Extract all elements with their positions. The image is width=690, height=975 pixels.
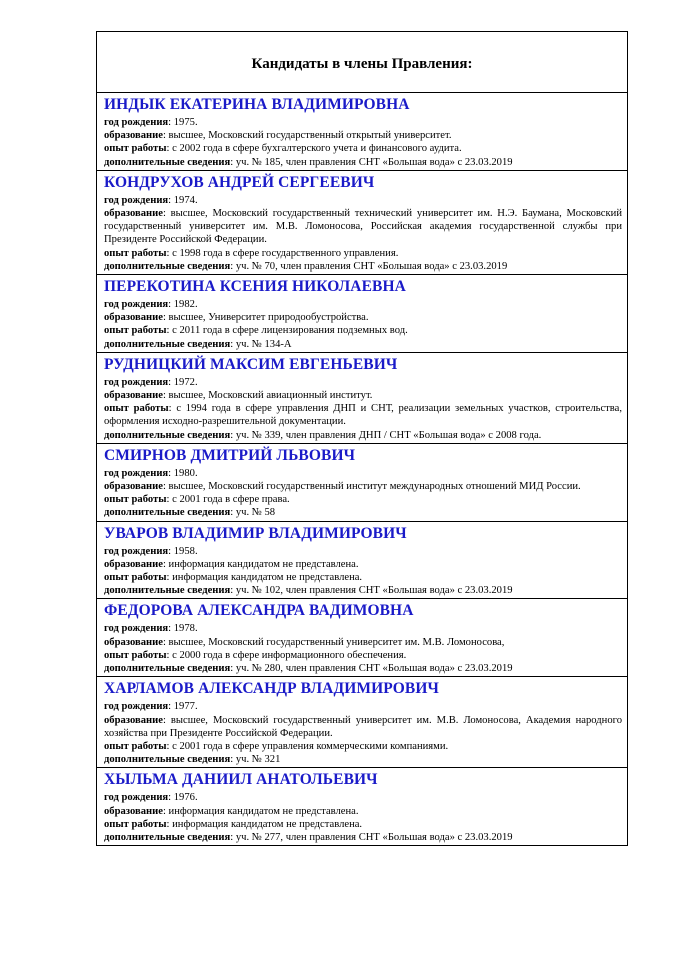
birth-year-label: год рождения [104, 701, 169, 713]
birth-year-value: 1976. [173, 792, 198, 804]
experience-label: опыт работы [104, 403, 169, 415]
candidate-extra-info: дополнительные сведения: уч. № 134-А [104, 338, 292, 350]
candidate-extra-info: дополнительные сведения: уч. № 185, член правления СНТ «Большая вода» с 23.03.2019 [104, 156, 513, 168]
candidate-experience: опыт работы: информация кандидатом не представлена. [104, 818, 363, 830]
candidate-name: УВАРОВ ВЛАДИМИР ВЛАДИМИРОВИЧ [104, 524, 407, 542]
candidate-education: образование: высшее, Университет природообустройства. [104, 312, 369, 324]
candidate-name: ФЕДОРОВА АЛЕКСАНДРА ВАДИМОВНА [104, 602, 414, 620]
extra-info-value: уч. № 58 [235, 507, 276, 519]
candidate-birth-year: год рождения: 1958. [104, 545, 198, 557]
extra-info-value: уч. № 280, член правления СНТ «Большая вода» с 23.03.2019 [235, 663, 513, 675]
birth-year-value: 1974. [173, 194, 198, 206]
extra-info-label: дополнительные сведения [104, 754, 231, 766]
birth-year-value: 1982. [173, 299, 198, 311]
candidate-education: образование: высшее, Московский государственный открытый университет. [104, 130, 452, 142]
extra-info-value: уч. № 277, член правления СНТ «Большая вода» с 23.03.2019 [235, 831, 513, 843]
candidate-entry [97, 677, 627, 768]
extra-info-value: уч. № 185, член правления СНТ «Большая вода» с 23.03.2019 [235, 156, 513, 168]
education-value: информация кандидатом не представлена. [168, 558, 359, 570]
candidate-education: образование: высшее, Московский государственный технический университет им. Н.Э. Баумана, Московский государственный университет им. М.В. Ломоносова, Российская академия государственной службы при Президенте Российской Федерации. [104, 208, 622, 246]
candidate-extra-info: дополнительные сведения: уч. № 321 [104, 754, 281, 766]
extra-info-label: дополнительные сведения [104, 831, 231, 843]
education-label: образование [104, 130, 163, 142]
extra-info-label: дополнительные сведения [104, 429, 231, 441]
education-label: образование [104, 208, 163, 220]
experience-value: с 2000 года в сфере информационного обеспечения. [172, 649, 407, 661]
candidate-birth-year: год рождения: 1980. [104, 467, 198, 479]
candidate-experience: опыт работы: с 2002 года в сфере бухгалтерского учета и финансового аудита. [104, 143, 462, 155]
extra-info-label: дополнительные сведения [104, 663, 231, 675]
table-header [97, 32, 627, 93]
candidate-extra-info: дополнительные сведения: уч. № 70, член правления СНТ «Большая вода» с 23.03.2019 [104, 260, 508, 272]
birth-year-value: 1980. [173, 467, 198, 479]
extra-info-label: дополнительные сведения [104, 156, 231, 168]
education-label: образование [104, 481, 163, 493]
extra-info-value: уч. № 134-А [235, 338, 292, 350]
candidate-experience: опыт работы: с 1998 года в сфере государственного управления. [104, 247, 399, 259]
birth-year-label: год рождения [104, 376, 169, 388]
candidate-experience: опыт работы: с 2001 года в сфере управления коммерческими компаниями. [104, 740, 449, 752]
education-value: высшее, Московский государственный институт международных отношений МИД России. [168, 481, 581, 493]
candidate-extra-info: дополнительные сведения: уч. № 280, член правления СНТ «Большая вода» с 23.03.2019 [104, 663, 513, 675]
candidate-entry [97, 353, 627, 444]
candidate-birth-year: год рождения: 1977. [104, 701, 198, 713]
candidate-birth-year: год рождения: 1975. [104, 117, 198, 128]
candidates-table [96, 31, 628, 846]
page-title: Кандидаты в члены Правления: [251, 55, 473, 72]
birth-year-label: год рождения [104, 117, 169, 128]
experience-value: с 2001 года в сфере права. [172, 494, 290, 506]
birth-year-label: год рождения [104, 467, 169, 479]
birth-year-value: 1972. [173, 376, 198, 388]
candidate-education: образование: информация кандидатом не представлена. [104, 558, 359, 570]
candidate-extra-info: дополнительные сведения: уч. № 277, член правления СНТ «Большая вода» с 23.03.2019 [104, 831, 513, 843]
education-value: высшее, Московский государственный университет им. М.В. Ломоносова, Академия народного хозяйства при Президенте Российской Федерации. [104, 714, 622, 739]
candidate-education: образование: высшее, Московский государственный университет им. М.В. Ломоносова, [104, 636, 505, 648]
candidate-education: образование: высшее, Московский государственный институт международных отношений МИД России. [104, 481, 581, 493]
candidate-experience: опыт работы: с 2011 года в сфере лицензирования подземных вод. [104, 325, 408, 337]
experience-label: опыт работы [104, 494, 167, 506]
experience-value: с 2001 года в сфере управления коммерческими компаниями. [172, 740, 449, 752]
candidate-experience: опыт работы: с 1994 года в сфере управления ДНП и СНТ, реализации земельных участков, строительства, оформления исходно-разрешительной документации. [104, 403, 622, 428]
candidate-name: РУДНИЦКИЙ МАКСИМ ЕВГЕНЬЕВИЧ [104, 355, 398, 373]
experience-label: опыт работы [104, 649, 167, 661]
birth-year-label: год рождения [104, 792, 169, 804]
candidate-name: ХЫЛЬМА ДАНИИЛ АНАТОЛЬЕВИЧ [104, 771, 378, 789]
education-label: образование [104, 805, 163, 817]
birth-year-label: год рождения [104, 299, 169, 311]
candidate-entry [97, 522, 627, 600]
candidate-name: ИНДЫК ЕКАТЕРИНА ВЛАДИМИРОВНА [104, 96, 410, 113]
experience-value: информация кандидатом не представлена. [172, 572, 363, 584]
candidate-entry [97, 93, 627, 171]
education-value: высшее, Московский авиационный институт. [168, 390, 373, 402]
extra-info-value: уч. № 339, член правления ДНП / СНТ «Большая вода» с 2008 года. [235, 429, 542, 441]
experience-label: опыт работы [104, 818, 167, 830]
extra-info-label: дополнительные сведения [104, 338, 231, 350]
candidate-name: ХАРЛАМОВ АЛЕКСАНДР ВЛАДИМИРОВИЧ [104, 680, 439, 698]
candidate-entry [97, 275, 627, 353]
experience-value: с 2011 года в сфере лицензирования подземных вод. [172, 325, 408, 337]
candidate-birth-year: год рождения: 1982. [104, 299, 198, 311]
experience-value: информация кандидатом не представлена. [172, 818, 363, 830]
education-label: образование [104, 390, 163, 402]
experience-label: опыт работы [104, 572, 167, 584]
candidate-extra-info: дополнительные сведения: уч. № 102, член правления СНТ «Большая вода» с 23.03.2019 [104, 585, 513, 597]
candidate-birth-year: год рождения: 1978. [104, 623, 198, 635]
education-value: высшее, Университет природообустройства. [168, 312, 369, 324]
candidate-birth-year: год рождения: 1972. [104, 376, 198, 388]
candidate-experience: опыт работы: информация кандидатом не представлена. [104, 572, 363, 584]
candidate-birth-year: год рождения: 1974. [104, 194, 198, 206]
education-value: высшее, Московский государственный университет им. М.В. Ломоносова, [168, 636, 505, 648]
extra-info-label: дополнительные сведения [104, 585, 231, 597]
education-value: информация кандидатом не представлена. [168, 805, 359, 817]
experience-label: опыт работы [104, 325, 167, 337]
education-label: образование [104, 636, 163, 648]
education-value: высшее, Московский государственный технический университет им. Н.Э. Баумана, Московский государственный университет им. М.В. Ломоносова, Российская академия государственной службы при Президенте Российской Федерации. [104, 208, 622, 246]
candidate-birth-year: год рождения: 1976. [104, 792, 198, 804]
education-label: образование [104, 558, 163, 570]
extra-info-value: уч. № 321 [235, 754, 281, 766]
candidate-name: СМИРНОВ ДМИТРИЙ ЛЬВОВИЧ [104, 446, 356, 464]
extra-info-value: уч. № 102, член правления СНТ «Большая вода» с 23.03.2019 [235, 585, 513, 597]
candidate-name: ПЕРЕКОТИНА КСЕНИЯ НИКОЛАЕВНА [104, 278, 406, 296]
candidate-experience: опыт работы: с 2000 года в сфере информационного обеспечения. [104, 649, 407, 661]
candidate-entry [97, 171, 627, 275]
experience-value: с 2002 года в сфере бухгалтерского учета и финансового аудита. [172, 143, 462, 155]
experience-value: с 1998 года в сфере государственного управления. [172, 247, 399, 259]
candidate-entry [97, 599, 627, 677]
education-value: высшее, Московский государственный открытый университет. [168, 130, 452, 142]
education-label: образование [104, 714, 163, 726]
birth-year-label: год рождения [104, 194, 169, 206]
candidate-list [97, 93, 627, 845]
candidate-education: образование: информация кандидатом не представлена. [104, 805, 359, 817]
candidate-extra-info: дополнительные сведения: уч. № 339, член правления ДНП / СНТ «Большая вода» с 2008 года. [104, 429, 542, 441]
birth-year-label: год рождения [104, 545, 169, 557]
candidate-name: КОНДРУХОВ АНДРЕЙ СЕРГЕЕВИЧ [104, 173, 375, 191]
experience-label: опыт работы [104, 143, 167, 155]
candidate-experience: опыт работы: с 2001 года в сфере права. [104, 494, 290, 506]
extra-info-label: дополнительные сведения [104, 260, 231, 272]
candidate-entry [97, 444, 627, 522]
extra-info-value: уч. № 70, член правления СНТ «Большая вода» с 23.03.2019 [235, 260, 508, 272]
candidate-entry [97, 768, 627, 845]
experience-value: с 1994 года в сфере управления ДНП и СНТ, реализации земельных участков, строительства, оформления исходно-разрешительной документации. [104, 403, 622, 428]
candidate-extra-info: дополнительные сведения: уч. № 58 [104, 507, 276, 519]
birth-year-label: год рождения [104, 623, 169, 635]
birth-year-value: 1977. [173, 701, 198, 713]
candidate-education: образование: высшее, Московский государственный университет им. М.В. Ломоносова, Академия народного хозяйства при Президенте Российской Федерации. [104, 714, 622, 739]
birth-year-value: 1975. [173, 117, 198, 128]
experience-label: опыт работы [104, 247, 167, 259]
birth-year-value: 1978. [173, 623, 198, 635]
candidate-education: образование: высшее, Московский авиационный институт. [104, 390, 373, 402]
extra-info-label: дополнительные сведения [104, 507, 231, 519]
birth-year-value: 1958. [173, 545, 198, 557]
education-label: образование [104, 312, 163, 324]
experience-label: опыт работы [104, 740, 167, 752]
